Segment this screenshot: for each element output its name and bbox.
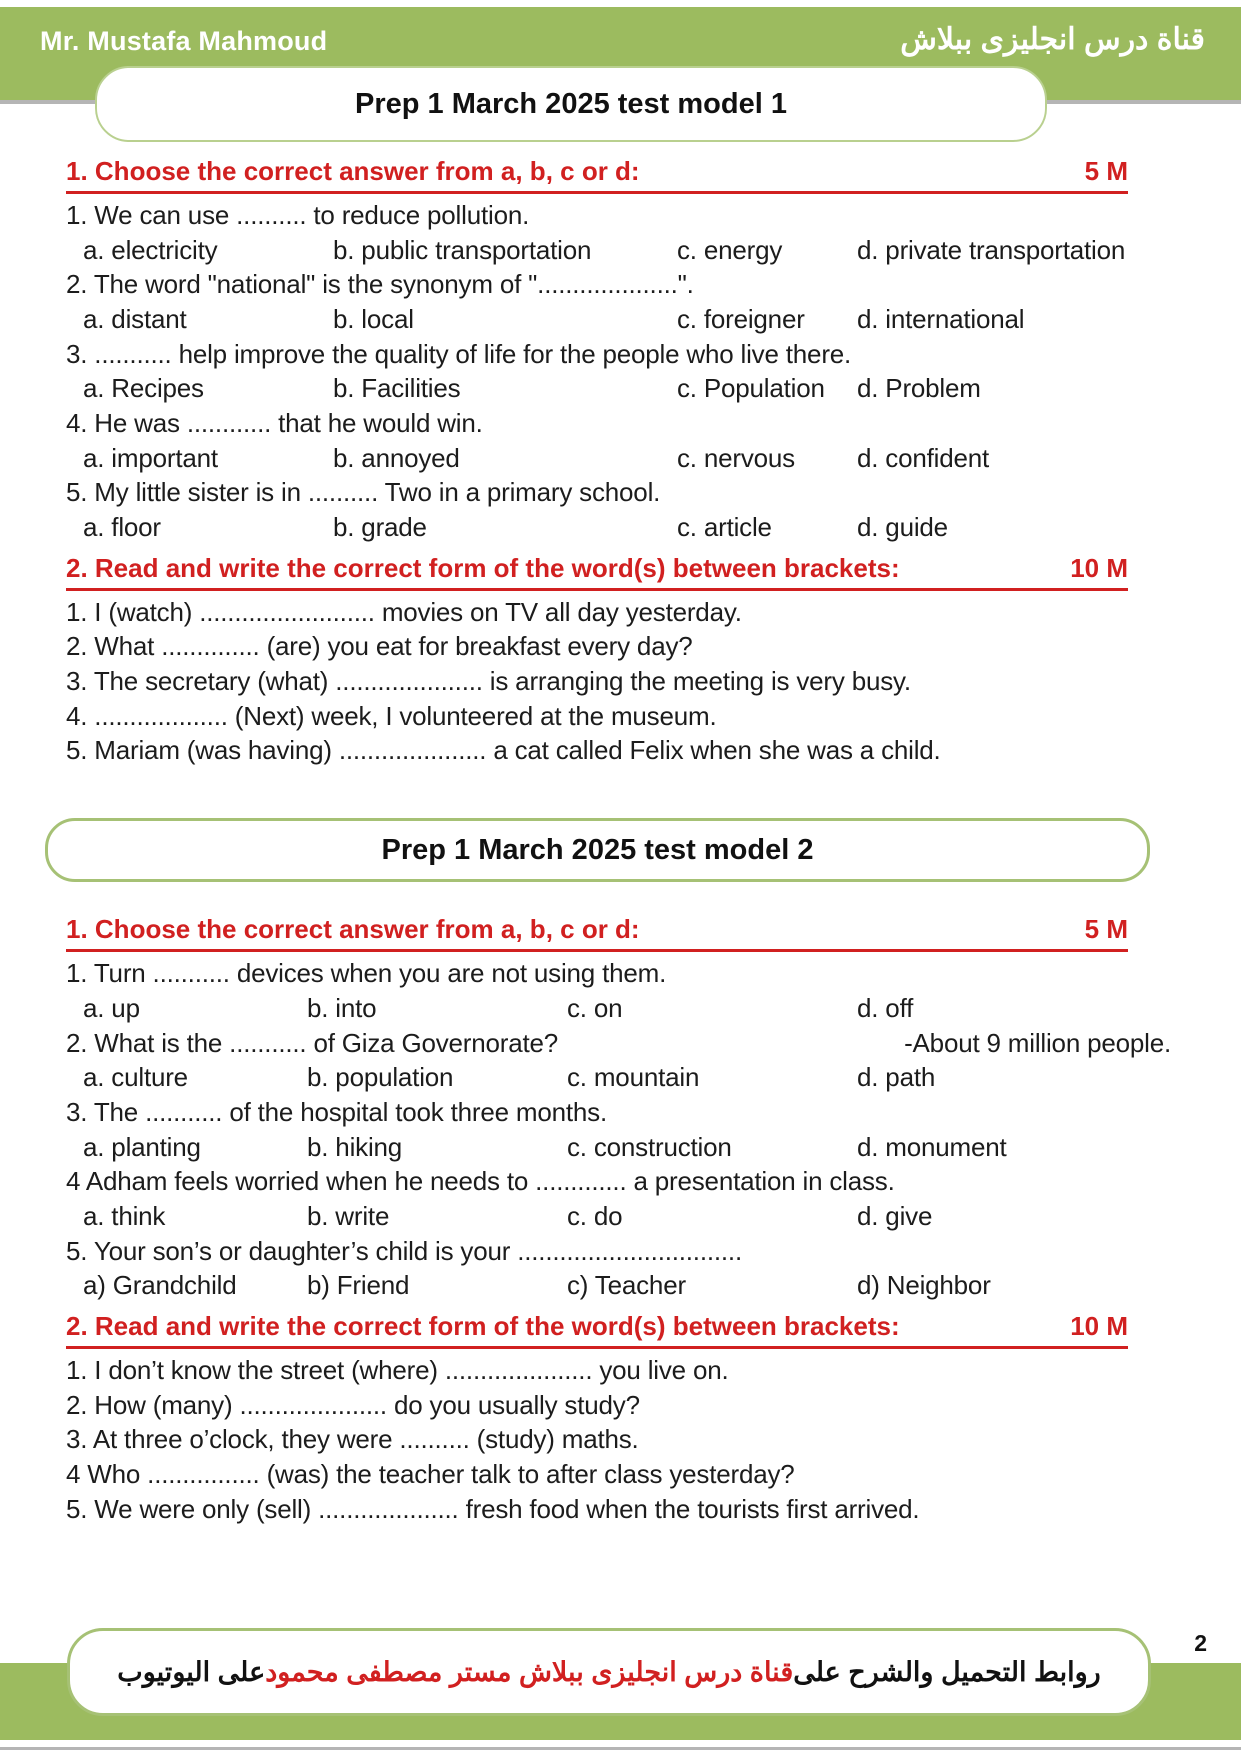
bracket-item: 5. We were only (sell) .................... fresh food when the tourists first arrived. [66,1493,920,1524]
bracket-item: 3. At three o’clock, they were .......... (study) maths. [66,1424,639,1455]
channel-name-arabic: قناة درس انجليزى ببلاش [900,23,1205,56]
option-b[interactable]: b. local [333,303,414,334]
option-a[interactable]: a. think [83,1200,166,1231]
header [0,0,1241,148]
question: 2. What is the ........... of Giza Governorate? [66,1027,559,1058]
question-with-answer-note [66,1026,1175,1061]
option-d[interactable]: d. path [857,1062,936,1093]
page-number: 2 [1194,1630,1207,1656]
option-b[interactable]: b. Facilities [333,373,461,404]
options-row [83,1060,1175,1095]
teacher-name: Mr. Mustafa Mahmoud [40,26,328,56]
option-b[interactable]: b. into [307,992,377,1023]
spacer [66,882,1175,906]
option-c[interactable]: c. energy [677,234,783,265]
question: 5. Your son’s or daughter’s child is your ................................ [66,1235,742,1266]
option-d[interactable]: d. off [857,992,914,1023]
options-row [83,441,1175,476]
option-d[interactable]: d. Problem [857,373,981,404]
bracket-item: 3. The secretary (what) ..................... is arranging the meeting is very busy. [66,666,911,697]
option-d[interactable]: d. private transportation [857,234,1126,265]
marks-badge: 5 M [1084,914,1128,945]
heading-text: 1. Choose the correct answer from a, b, c or d: [66,156,640,186]
footer-channel-name: قناة درس انجليزى ببلاش مستر مصطفى محمود [265,1656,794,1687]
bracket-item: 2. How (many) ..................... do you usually study? [66,1389,640,1420]
option-b[interactable]: b. write [307,1200,390,1231]
option-c[interactable]: c. construction [567,1131,732,1162]
question: 4. He was ............ that he would win. [66,407,483,438]
test-model-2-title-box [45,818,1150,882]
option-d[interactable]: d. monument [857,1131,1007,1162]
option-a[interactable]: a. important [83,442,218,473]
option-d[interactable]: d. confident [857,442,990,473]
footer-text-end: على اليوتيوب [117,1656,266,1687]
option-a[interactable]: a. electricity [83,234,218,265]
bracket-item: 1. I (watch) ......................... movies on TV all day yesterday. [66,596,742,627]
option-a[interactable]: a. planting [83,1131,201,1162]
option-c[interactable]: c. on [567,992,623,1023]
option-b[interactable]: b) Friend [307,1270,410,1301]
option-d[interactable]: d. guide [857,512,948,543]
option-a[interactable]: a) Grandchild [83,1270,237,1301]
options-row [83,991,1175,1026]
option-d[interactable]: d. international [857,303,1025,334]
test-model-1-title-box [95,66,1047,142]
option-a[interactable]: a. Recipes [83,373,204,404]
option-b[interactable]: b. hiking [307,1131,403,1162]
option-c[interactable]: c. do [567,1200,623,1231]
bracket-item: 5. Mariam (was having) ..................... a cat called Felix when she was a child. [66,735,941,766]
test-model-2-title: Prep 1 March 2025 test model 2 [381,833,814,866]
question: 1. We can use .......... to reduce pollution. [66,199,530,230]
option-c[interactable]: c) Teacher [567,1270,686,1301]
options-row [83,510,1175,545]
option-a[interactable]: a. floor [83,512,161,543]
option-d[interactable]: d. give [857,1200,933,1231]
bracket-item: 1. I don’t know the street (where) ..................... you live on. [66,1355,729,1386]
options-row [83,1130,1175,1165]
options-row [83,302,1175,337]
model1-brackets-heading [66,551,1128,591]
footer-note-box [67,1628,1151,1716]
model1-choose-heading [66,154,1128,194]
question: 3. The ........... of the hospital took three months. [66,1096,607,1127]
question: 3. ........... help improve the quality of life for the people who live there. [66,338,852,369]
question: 4 Adham feels worried when he needs to ............. a presentation in class. [66,1166,895,1197]
option-d[interactable]: d) Neighbor [857,1270,991,1301]
bracket-item: 2. What .............. (are) you eat for breakfast every day? [66,631,693,662]
option-c[interactable]: c. article [677,512,772,543]
heading-text: 2. Read and write the correct form of the word(s) between brackets: [66,552,900,583]
footer-divider-line [0,1747,1241,1750]
spacer [66,768,1175,818]
heading-text: 2. Read and write the correct form of the word(s) between brackets: [66,1311,900,1342]
option-a[interactable]: a. culture [83,1062,188,1093]
option-b[interactable]: b. public transportation [333,234,592,265]
options-row [83,1269,1175,1304]
content [66,154,1175,1527]
marks-badge: 10 M [1070,1311,1128,1342]
options-row [83,371,1175,406]
option-b[interactable]: b. grade [333,512,427,543]
answer-note: -About 9 million people. [904,1027,1171,1058]
question: 1. Turn ........... devices when you are not using them. [66,958,667,989]
marks-badge: 5 M [1084,156,1128,186]
option-c[interactable]: c. mountain [567,1062,700,1093]
marks-badge: 10 M [1070,552,1128,583]
bracket-item: 4 Who ................ (was) the teacher talk to after class yesterday? [66,1459,795,1490]
option-c[interactable]: c. nervous [677,442,795,473]
options-row [83,1199,1175,1234]
options-row [83,233,1175,268]
option-a[interactable]: a. distant [83,303,187,334]
question: 5. My little sister is in .......... Two in a primary school. [66,477,661,508]
test-model-1-title: Prep 1 March 2025 test model 1 [355,87,787,120]
model2-brackets-heading [66,1309,1128,1349]
option-a[interactable]: a. up [83,992,140,1023]
option-c[interactable]: c. foreigner [677,303,805,334]
bracket-item: 4. ................... (Next) week, I volunteered at the museum. [66,700,717,731]
footer-text-start: روابط التحميل والشرح على [793,1656,1101,1687]
option-b[interactable]: b. annoyed [333,442,460,473]
option-c[interactable]: c. Population [677,373,825,404]
question: 2. The word "national" is the synonym of "....................". [66,269,694,300]
heading-text: 1. Choose the correct answer from a, b, c or d: [66,914,640,945]
option-b[interactable]: b. population [307,1062,454,1093]
model2-choose-heading [66,912,1128,952]
